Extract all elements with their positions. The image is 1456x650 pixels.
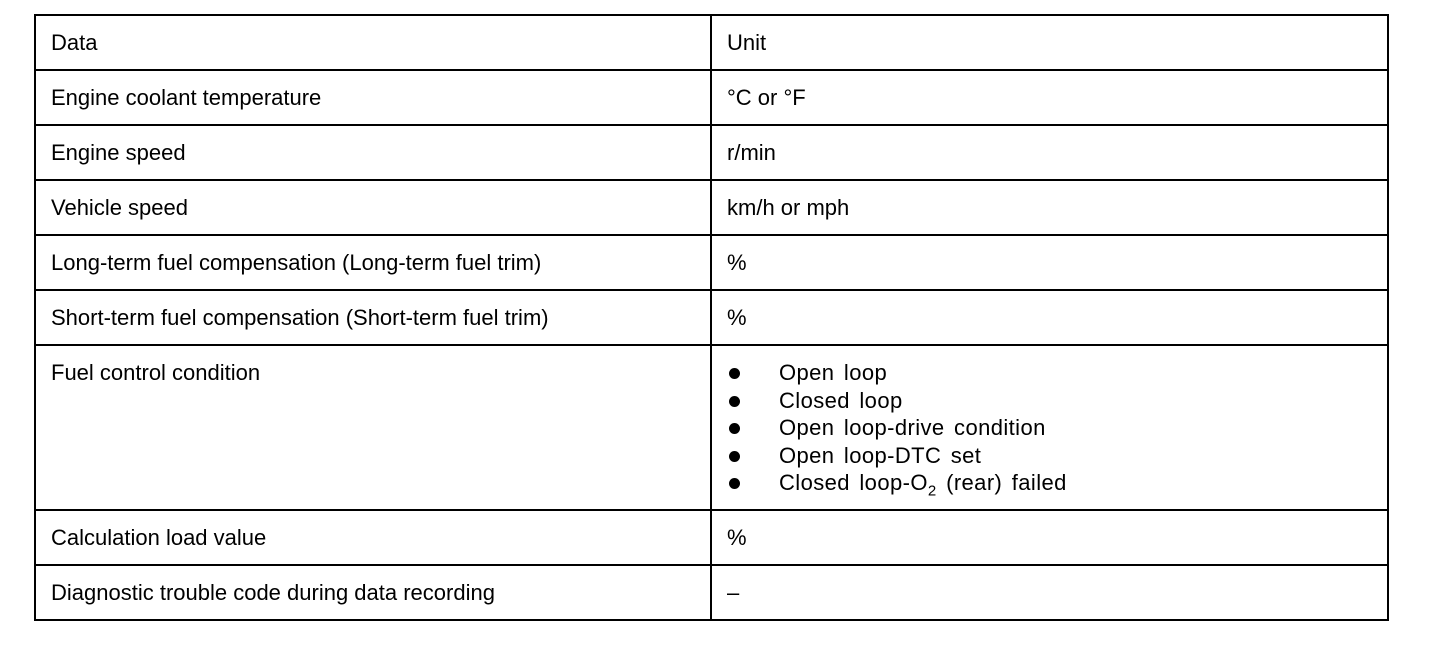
list-item	[727, 359, 1373, 387]
data-cell: Engine coolant temperature	[35, 70, 711, 125]
unit-cell	[711, 345, 1388, 510]
bullet-icon	[729, 423, 740, 434]
data-unit-table	[34, 14, 1389, 621]
list-item-label: Open loop-DTC set	[779, 442, 982, 468]
header-data-cell: Data	[35, 15, 711, 70]
list-item-prefix: Closed loop-O	[779, 470, 928, 495]
list-item	[727, 387, 1373, 415]
table-row	[35, 125, 1388, 180]
unit-cell: r/min	[711, 125, 1388, 180]
table-row	[35, 235, 1388, 290]
list-item	[727, 414, 1373, 442]
table-row	[35, 345, 1388, 510]
table-header-row	[35, 15, 1388, 70]
data-cell: Short-term fuel compensation (Short-term fuel trim)	[35, 290, 711, 345]
unit-cell: –	[711, 565, 1388, 620]
list-item	[727, 469, 1373, 500]
data-cell: Long-term fuel compensation (Long-term fuel trim)	[35, 235, 711, 290]
bullet-icon	[729, 396, 740, 407]
table-row	[35, 180, 1388, 235]
unit-cell: km/h or mph	[711, 180, 1388, 235]
data-cell: Diagnostic trouble code during data recording	[35, 565, 711, 620]
fuel-condition-list	[727, 359, 1373, 500]
list-item-label: Closed loop	[779, 387, 903, 413]
list-item	[727, 442, 1373, 470]
unit-cell: %	[711, 290, 1388, 345]
table-row	[35, 70, 1388, 125]
list-item-label: Open loop-drive condition	[779, 415, 1046, 440]
bullet-icon	[729, 368, 740, 379]
list-item-label: Open loop	[779, 360, 888, 385]
list-item-suffix: (rear) failed	[936, 470, 1067, 495]
bullet-icon	[729, 478, 740, 489]
data-cell: Engine speed	[35, 125, 711, 180]
data-cell: Calculation load value	[35, 510, 711, 565]
unit-cell: %	[711, 510, 1388, 565]
header-unit-cell: Unit	[711, 15, 1388, 70]
bullet-icon	[729, 451, 740, 462]
unit-cell: °C or °F	[711, 70, 1388, 125]
data-cell: Vehicle speed	[35, 180, 711, 235]
table-row	[35, 565, 1388, 620]
list-item-subscript: 2	[927, 482, 937, 500]
table-row	[35, 290, 1388, 345]
unit-cell: %	[711, 235, 1388, 290]
data-cell: Fuel control condition	[35, 345, 711, 510]
table-row	[35, 510, 1388, 565]
